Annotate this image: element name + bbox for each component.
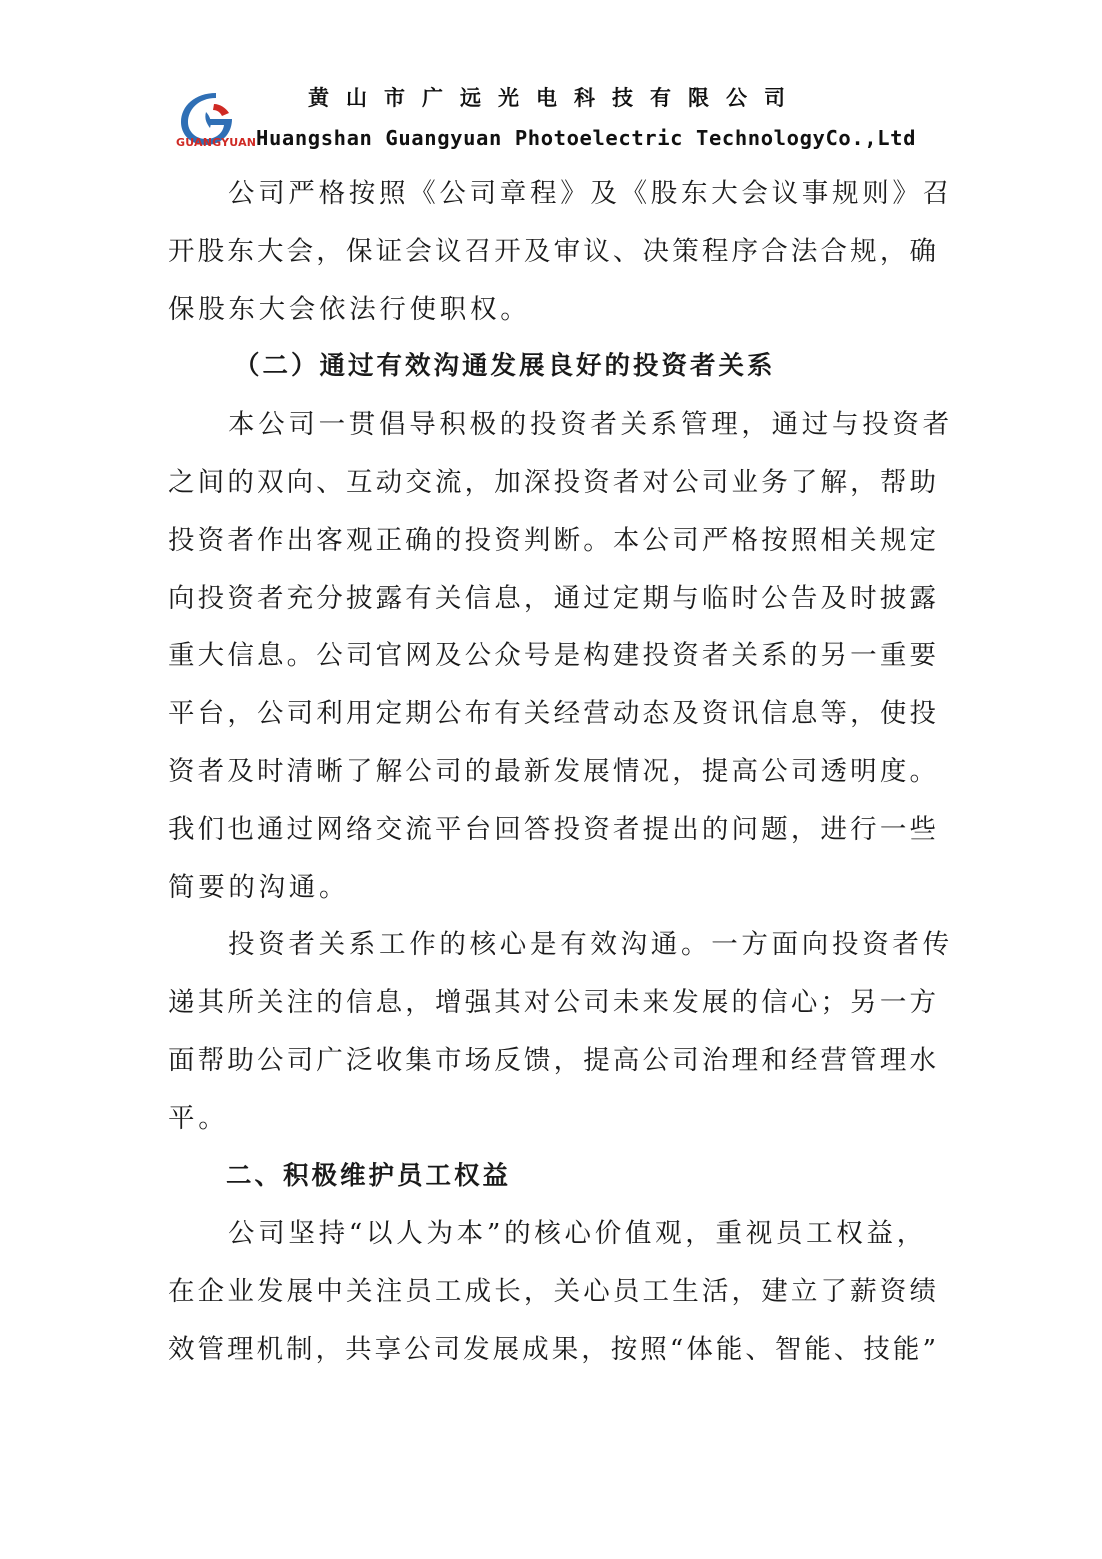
paragraph-line: 简要的沟通。	[168, 871, 350, 903]
section-heading: 二、积极维护员工权益	[226, 1160, 512, 1191]
paragraph-line: 平台，公司利用定期公布有关经营动态及资讯信息等，使投	[168, 698, 936, 730]
paragraph-line: 资者及时清晰了解公司的最新发展情况，提高公司透明度。	[168, 755, 936, 787]
paragraph-line: 保股东大会依法行使职权。	[168, 293, 531, 325]
paragraph-line: 开股东大会，保证会议召开及审议、决策程序合法合规，确	[168, 235, 936, 267]
letterhead	[0, 0, 1102, 160]
paragraph-line: 平。	[168, 1102, 229, 1134]
company-name-cn: 黄山市广远光电科技有限公司	[308, 86, 802, 110]
paragraph-line: 向投资者充分披露有关信息，通过定期与临时公告及时披露	[168, 582, 936, 614]
paragraph-line: 重大信息。公司官网及公众号是构建投资者关系的另一重要	[168, 640, 936, 672]
paragraph-line: 递其所关注的信息，增强其对公司未来发展的信心；另一方	[168, 987, 936, 1019]
document-body	[168, 165, 953, 1379]
paragraph-line: 效管理机制，共享公司发展成果，按照“体能、智能、技能”	[168, 1333, 936, 1365]
paragraph-line: 公司坚持“以人为本”的核心价值观，重视员工权益，	[228, 1218, 927, 1250]
logo-wordmark: GUANGYUAN	[176, 136, 257, 149]
paragraph-line: 投资者关系工作的核心是有效沟通。一方面向投资者传	[228, 929, 953, 961]
paragraph-line: 之间的双向、互动交流，加深投资者对公司业务了解，帮助	[168, 466, 936, 498]
paragraph-line: 公司严格按照《公司章程》及《股东大会议事规则》召	[228, 178, 953, 209]
paragraph-line: 在企业发展中关注员工成长，关心员工生活，建立了薪资绩	[168, 1276, 936, 1308]
section-heading: （二）通过有效沟通发展良好的投资者关系	[234, 351, 776, 382]
paragraph-line: 投资者作出客观正确的投资判断。本公司严格按照相关规定	[168, 524, 936, 556]
paragraph-line: 本公司一贯倡导积极的投资者关系管理，通过与投资者	[228, 409, 953, 441]
company-name-en: Huangshan Guangyuan Photoelectric TechnologyCo.,Ltd	[256, 126, 917, 150]
paragraph-line: 我们也通过网络交流平台回答投资者提出的问题，进行一些	[168, 813, 936, 845]
paragraph-line: 面帮助公司广泛收集市场反馈，提高公司治理和经营管理水	[168, 1044, 936, 1076]
